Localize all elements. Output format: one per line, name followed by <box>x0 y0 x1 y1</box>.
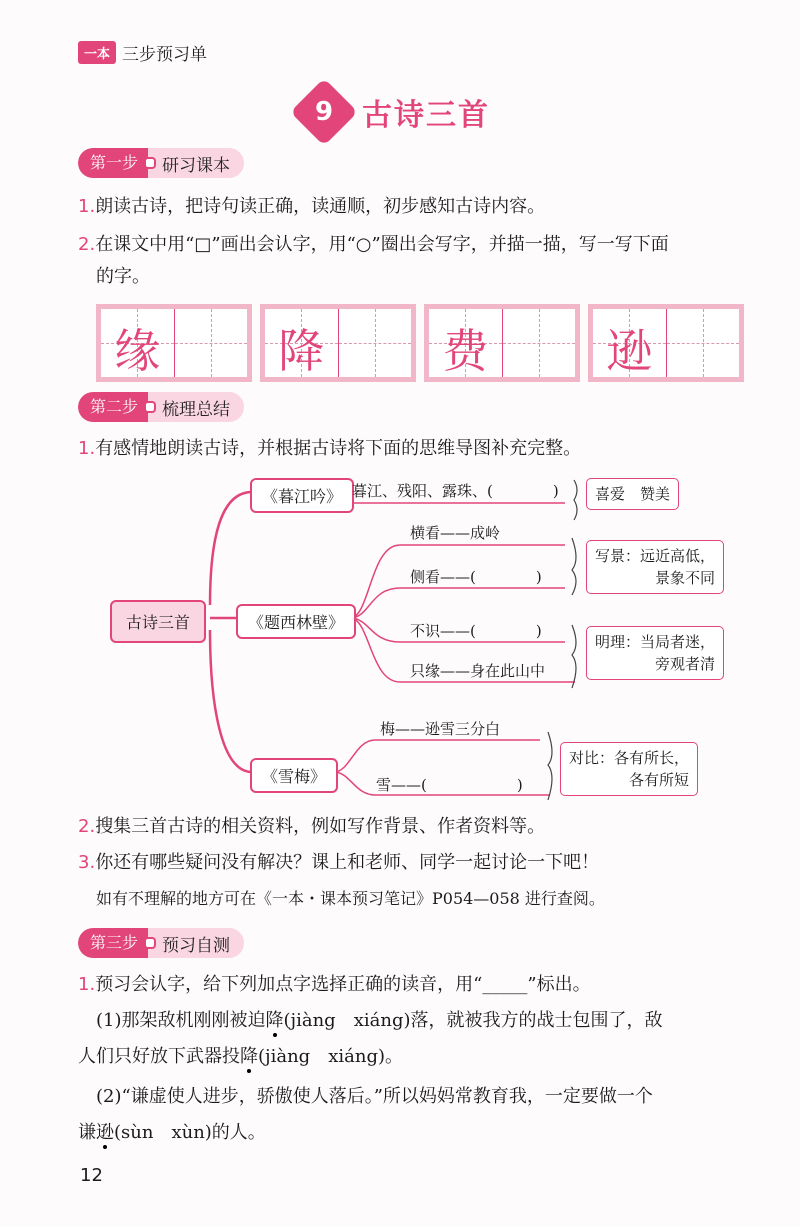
page-number: 12 <box>80 1165 103 1186</box>
dotted-char: 降 <box>240 1046 258 1067</box>
step3-q1: 1.预习会认字，给下列加点字选择正确的读音，用“_____”标出。 <box>78 974 591 995</box>
step2-q3: 3.你还有哪些疑问没有解决？课上和老师、同学一起讨论一下吧！ <box>78 852 600 873</box>
brand-text: 三步预习单 <box>122 45 208 65</box>
poem2-note1: 写景：远近高低， 景象不同 <box>586 540 724 594</box>
mindmap-center: 古诗三首 <box>110 600 206 643</box>
grid-char: 缘 <box>114 324 161 378</box>
grid-char: 降 <box>278 324 325 378</box>
step2-q3-hint: 如有不理解的地方可在《一本・课本预习笔记》P054—058 进行查阅。 <box>96 889 605 908</box>
step2-q2: 2.搜集三首古诗的相关资料，例如写作背景、作者资料等。 <box>78 816 546 837</box>
mindmap-poem1: 《暮江吟》 <box>250 478 354 513</box>
step3-s1-line1: (1)那架敌机刚刚被迫降(jiàng xiáng)落，就被我方的战士包围了，敌 <box>96 1010 663 1031</box>
step2-title: 梳理总结 <box>162 399 231 420</box>
step3-label: 第三步 <box>78 928 148 958</box>
step1-title: 研习课本 <box>162 155 231 176</box>
poem3-note: 对比：各有所长， 各有所短 <box>560 742 698 796</box>
brand-logo: 一本 <box>78 41 116 64</box>
step3-s2-line2: 谦逊(sùn xùn)的人。 <box>78 1122 266 1143</box>
step-dot-icon <box>144 937 156 949</box>
step1-label: 第一步 <box>78 148 148 178</box>
poem1-line: 暮江、残阳、露珠、( ) <box>352 482 559 500</box>
dotted-char: 降 <box>265 1010 284 1031</box>
step3-s2-line1: (2)“谦虚使人进步，骄傲使人落后。”所以妈妈常教育我，一定要做一个 <box>96 1086 653 1107</box>
step1-q2-line2: 的字。 <box>96 266 150 287</box>
step1-q1: 1.朗读古诗，把诗句读正确，读通顺，初步感知古诗内容。 <box>78 196 546 217</box>
mindmap-poem3: 《雪梅》 <box>250 758 338 793</box>
lesson-number-badge: 9 <box>290 78 358 146</box>
poem3-line1: 梅——逊雪三分白 <box>380 720 501 738</box>
poem1-note: 喜爱 赞美 <box>586 478 679 510</box>
poem2-note2: 明理：当局者迷， 旁观者清 <box>586 626 724 680</box>
poem3-line2: 雪——( ) <box>376 776 523 794</box>
poem2-line2: 侧看——( ) <box>410 568 542 586</box>
step1-q2: 2.在课文中用“□”画出会认字，用“○”圈出会写字，并描一描，写一写下面 <box>78 234 669 255</box>
mindmap-poem2: 《题西林壁》 <box>236 604 356 639</box>
poem2-line3: 不识——( ) <box>410 622 542 640</box>
step3-s1-line2: 人们只好放下武器投降(jiàng xiáng)。 <box>78 1046 403 1067</box>
step3-title: 预习自测 <box>162 935 231 956</box>
grid-char: 费 <box>442 324 489 378</box>
step2-label: 第二步 <box>78 392 148 422</box>
dotted-char: 逊 <box>96 1122 114 1143</box>
grid-char: 逊 <box>606 324 653 378</box>
step3-header <box>78 928 244 958</box>
poem2-line4: 只缘——身在此山中 <box>410 662 546 680</box>
poem2-line1: 横看——成岭 <box>410 524 501 542</box>
lesson-title-text: 古诗三首 <box>362 98 490 133</box>
step2-q1: 1.有感情地朗读古诗，并根据古诗将下面的思维导图补充完整。 <box>78 438 582 459</box>
